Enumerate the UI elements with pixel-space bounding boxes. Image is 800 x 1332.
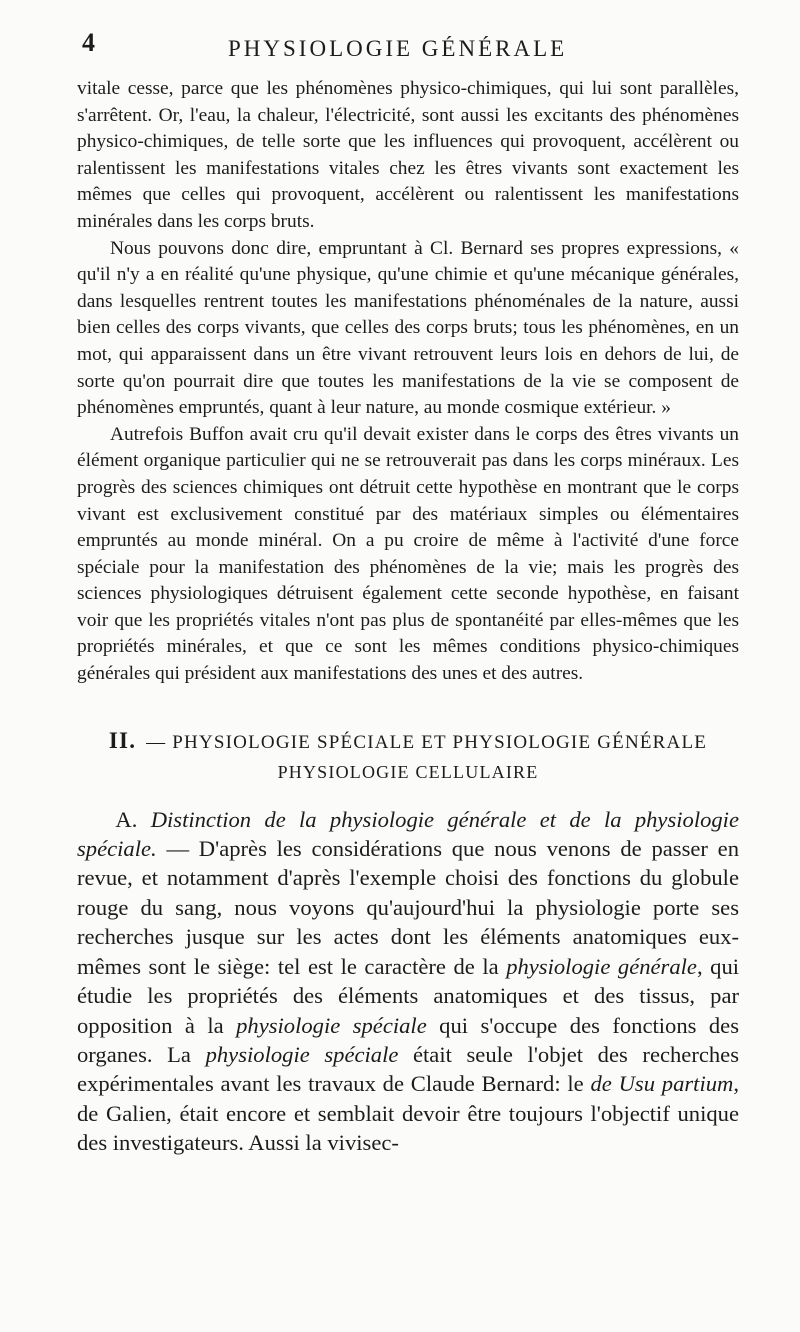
subsection-label: A. xyxy=(115,806,138,832)
subsection-title: Distinction de la physiologie générale et de la physiologie spéciale. xyxy=(77,806,739,862)
term-de-usu-partium: de Usu partium xyxy=(590,1071,734,1097)
subsection-text-2: , qui étudie les propriétés des éléments anatomiques et des tissus, par opposition à la xyxy=(77,953,740,1038)
subsection-text-1: — D'après les considérations que nous venons de passer en revue, et notamment d'après l'exemple choisi des fonctions du globule rouge du sang, nous voyons qu'aujourd'hui la physiologie porte ses recherches jusque sur les actes dont les éléments anatomiques eux-mêmes sont le siège: tel est le caractère de la xyxy=(77,836,739,979)
running-head: PHYSIOLOGIE GÉNÉRALE xyxy=(228,36,568,61)
paragraph-3: Autrefois Buffon avait cru qu'il devait exister dans le corps des êtres vivants un élément organique particulier qui ne se retrouverait pas dans les corps minéraux. Les progrès des sciences chimiques ont détruit cette hypothèse en montrant que le corps vivant est exclusivement constitué par des matériaux simples ou élémentaires empruntés au monde minéral. On a pu croire de même à l'activité d'une force spéciale pour la manifestation des phénomènes de la vie; mais les progrès des sciences physiologiques détruisent également cette seconde hypothèse, en faisant voir que les propriétés vitales n'ont pas plus de spontanéité par elles-mêmes que les propriétés minérales, et que ce sont les mêmes conditions physico-chimiques générales qui président aux manifestations des unes et des autres. xyxy=(77,423,739,685)
body-text xyxy=(77,76,739,1158)
subsection-text-3: qui s'occupe des fonctions des organes. La xyxy=(77,1012,740,1067)
term-physiologie-speciale-2: physiologie spéciale xyxy=(205,1041,399,1067)
page-header xyxy=(0,22,800,62)
term-physiologie-generale: physiologie générale xyxy=(506,953,697,979)
section-b-text xyxy=(77,805,739,1158)
paragraph-1: vitale cesse, parce que les phénomènes physico-chimiques, qui lui sont parallèles, s'arrêtent. Or, l'eau, la chaleur, l'électricité, sont aussi les excitants des phénomènes physico-chimiques, de telle sorte que les influences qui provoquent, accélèrent ou ralentissent les manifestations vitales chez les êtres vivants sont exactement les mêmes que celles qui provoquent, accélèrent ou ralentissent les manifestations minérales dans les corps bruts. xyxy=(77,78,739,232)
section-subtitle: PHYSIOLOGIE CELLULAIRE xyxy=(277,761,539,782)
subsection-text-4: était seule l'objet des recherches expérimentales avant les travaux de Claude Bernard: le xyxy=(77,1041,739,1097)
subsection-paragraph xyxy=(77,805,739,1158)
paragraph-2: Nous pouvons donc dire, empruntant à Cl. Bernard ses propres expressions, « qu'il n'y a en réalité qu'une physique, qu'une chimie et qu'une mécanique générales, dans lesquelles rentrent toutes les manifestations phénoménales de la nature, aussi bien celles des corps vivants, que celles des corps bruts; tous les phénomènes, en un mot, qui apparaissent dans un être vivant retrouvent leurs lois en dehors de lui, de sorte qu'on pourrait dire que toutes les manifestations de la vie se composent de phénomènes empruntés, quant à leur nature, au monde cosmique extérieur. » xyxy=(77,237,739,419)
section-dash: — xyxy=(146,731,167,753)
term-physiologie-speciale-1: physiologie spéciale xyxy=(236,1012,427,1038)
subsection-text-5: , de Galien, était encore et semblait devoir être toujours l'objectif unique des investigateurs. Aussi la vivisec- xyxy=(77,1071,739,1156)
section-a-text xyxy=(77,76,739,688)
section-heading xyxy=(77,728,739,754)
page-number: 4 xyxy=(82,28,95,57)
section-title: PHYSIOLOGIE SPÉCIALE ET PHYSIOLOGIE GÉNÉRALE xyxy=(172,731,708,753)
section-numeral: II. xyxy=(108,727,137,753)
